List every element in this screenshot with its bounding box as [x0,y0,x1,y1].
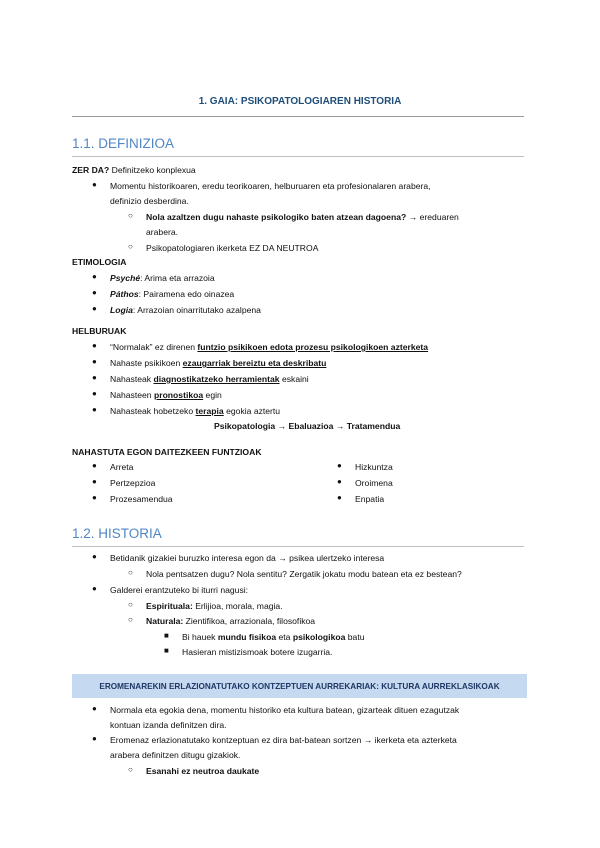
text: egin [203,390,222,400]
list-item [110,389,222,401]
bullet-dot-icon: ● [337,493,342,502]
text: “Normalak” ez direnen [110,342,198,352]
text: Nahasteak [110,374,154,384]
underlined-text: terapia [195,406,224,416]
text: Nahaste psikikoen [110,358,183,368]
zer-da-text: Definitzeko konplexua [109,165,196,175]
underlined-text: ezaugarriak bereiztu eta deskribatu [182,358,327,368]
text: eta [276,632,293,642]
text: batu [345,632,365,642]
bullet-dot-icon: ● [92,477,97,486]
bullet-dot-icon: ● [92,304,97,313]
function-item: Hizkuntza [355,462,393,472]
bullet-dot-icon: ● [92,288,97,297]
function-item: Enpatia [355,494,385,504]
bullet-dot-icon: ● [92,493,97,502]
sub-list-item-continuation: arabera. [146,227,179,237]
funtzioak-label: NAHASTUTA EGON DAITEZKEEN FUNTZIOAK [72,447,262,457]
list-item: Eromenaz erlazionatutako kontzeptuan ez dira bat-batean sortzen → ikerketa eta azterketa [110,735,457,745]
bullet-dot-icon: ● [92,389,97,398]
sub-list-item: Esanahi ez neutroa daukate [146,766,260,776]
bullet-dot-icon: ● [92,704,97,713]
zer-da-line [72,164,196,176]
function-item: Prozesamendua [110,494,173,504]
bullet-dot-icon: ● [92,341,97,350]
bold-text: Naturala: [146,616,184,626]
term: Psyché [110,273,141,283]
list-item [110,272,215,284]
list-item: Momentu historikoaren, eredu teorikoaren, helburuaren eta profesionalaren arabera, [110,181,431,191]
zer-da-label: ZER DA? [72,165,110,175]
bullet-dot-icon: ● [337,477,342,486]
title-divider [72,116,524,117]
function-item: Arreta [110,462,134,472]
bullet-dot-icon: ● [92,461,97,470]
bullet-dot-icon: ● [337,461,342,470]
bullet-circle-icon: ○ [128,568,133,577]
bullet-circle-icon: ○ [128,211,133,220]
sub-list-item [146,615,315,627]
bullet-circle-icon: ○ [128,600,133,609]
flow-line: Psikopatologia → Ebaluazioa → Tratamendua [214,421,401,431]
underlined-text: diagnostikatzeko herramientak [153,374,280,384]
bullet-square-icon: ■ [164,631,169,640]
text: egokia aztertu [223,406,281,416]
text: Erlijioa, morala, magia. [192,601,283,611]
bold-text: psikologikoa [292,632,346,642]
list-item: Normala eta egokia dena, momentu historiko eta kultura batean, gizarteak dituen ezagutzak [110,705,460,715]
list-item [110,341,428,353]
bullet-circle-icon: ○ [128,615,133,624]
sub-sub-list-item: Hasieran mistizismoak botere izugarria. [182,647,333,657]
text: Bi hauek [182,632,218,642]
bullet-dot-icon: ● [92,357,97,366]
subsection-banner: EROMENAREKIN ERLAZIONATUTAKO KONTZEPTUEN AURREKARIAK: KULTURA AURREKLASIKOAK [72,674,527,698]
section-heading-definizioa: 1.1. DEFINIZIOA [72,136,175,151]
list-item: Galderei erantzuteko bi iturri nagusi: [110,585,249,595]
list-item [110,304,261,316]
underlined-text: funtzio psikikoen edota prozesu psikologikoen azterketa [197,342,429,352]
term: Logia [110,305,133,315]
bold-text: mundu fisikoa [217,632,277,642]
list-item: Betidanik gizakiei buruzko interesa egon da → psikea ulertzeko interesa [110,553,385,563]
underlined-text: pronostikoa [153,390,204,400]
list-item [110,373,309,385]
bullet-dot-icon: ● [92,584,97,593]
bullet-dot-icon: ● [92,180,97,189]
bullet-square-icon: ■ [164,646,169,655]
sub-list-item: Nola pentsatzen dugu? Nola sentitu? Zergatik jokatu modu batean eta ez bestean? [146,569,462,579]
text: Nahasteak hobetzeko [110,406,196,416]
definition: : Arima eta arrazoia [140,273,215,283]
bullet-circle-icon: ○ [128,242,133,251]
bullet-dot-icon: ● [92,272,97,281]
list-item [110,357,326,369]
sub-sub-list-item [182,631,365,643]
list-item [110,288,234,300]
etimologia-label: ETIMOLOGIA [72,257,127,267]
section-heading-historia: 1.2. HISTORIA [72,526,162,541]
text: Nahasteen [110,390,154,400]
sub-list-item: Psikopatologiaren ikerketa EZ DA NEUTROA [146,243,319,253]
bold-text: Espirituala: [146,601,193,611]
text: → ereduaren [406,212,459,222]
bullet-circle-icon: ○ [128,765,133,774]
text: Zientifikoa, arrazionala, filosofikoa [183,616,316,626]
section-divider [72,546,524,547]
bullet-dot-icon: ● [92,734,97,743]
sub-list-item [146,211,459,223]
bullet-dot-icon: ● [92,405,97,414]
text: eskaini [279,374,309,384]
function-item: Oroimena [355,478,393,488]
document-title: 1. GAIA: PSIKOPATOLOGIAREN HISTORIA [198,96,402,107]
term: Páthos [110,289,139,299]
sub-list-item [146,600,283,612]
definition: : Arrazoian oinarritutako azalpena [132,305,261,315]
bold-text: Nola azaltzen dugu nahaste psikologiko baten atzean dagoena? [146,212,407,222]
definition: : Pairamena edo oinazea [138,289,235,299]
helburuak-label: HELBURUAK [72,326,127,336]
list-item-continuation: kontuan izanda definitzen dira. [110,720,227,730]
list-item-continuation: arabera definitzen ditugu gizakiok. [110,750,241,760]
function-item: Pertzepzioa [110,478,156,488]
list-item [110,405,280,417]
list-item-continuation: definizio desberdina. [110,196,189,206]
bullet-dot-icon: ● [92,373,97,382]
section-divider [72,156,524,157]
bullet-dot-icon: ● [92,552,97,561]
